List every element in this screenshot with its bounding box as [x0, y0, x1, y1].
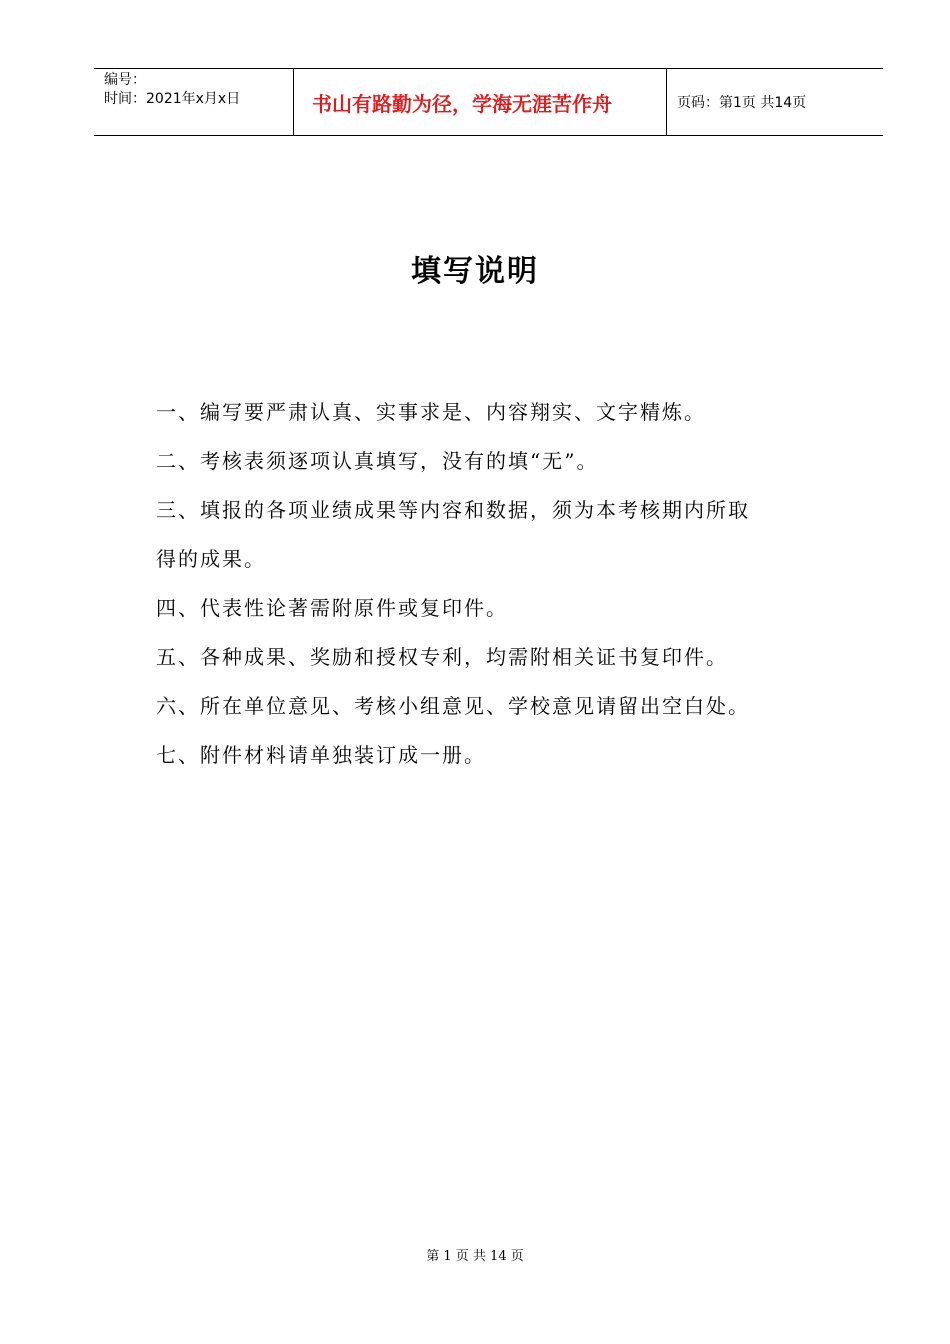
document-time-label: 时间：2021年x月x日 [104, 91, 241, 107]
header-page-info: 页码：第1页 共14页 [677, 95, 807, 111]
instruction-item-6: 六、所在单位意见、考核小组意见、学校意见请留出空白处。 [156, 694, 750, 718]
page-header [94, 68, 883, 136]
instructions-list [156, 388, 816, 780]
header-motto: 书山有路勤为径，学海无涯苦作舟 [312, 92, 612, 116]
instruction-item-3-continued: 得的成果。 [156, 547, 266, 571]
instruction-item-3: 三、填报的各项业绩成果等内容和数据，须为本考核期内所取 [156, 498, 750, 522]
document-number-label: 编号： [104, 72, 146, 88]
instruction-item-1: 一、编写要严肃认真、实事求是、内容翔实、文字精炼。 [156, 400, 706, 424]
document-title: 填写说明 [411, 254, 539, 289]
header-motto-cell [294, 69, 667, 135]
header-meta-cell [94, 69, 294, 135]
instruction-item-2: 二、考核表须逐项认真填写，没有的填“无”。 [156, 449, 599, 473]
instruction-item-5: 五、各种成果、奖励和授权专利，均需附相关证书复印件。 [156, 645, 728, 669]
instruction-item-7: 七、附件材料请单独装订成一册。 [156, 743, 486, 767]
header-page-cell [667, 69, 883, 135]
page-footer: 第 1 页 共 14 页 [426, 1249, 524, 1264]
instruction-item-4: 四、代表性论著需附原件或复印件。 [156, 596, 508, 620]
